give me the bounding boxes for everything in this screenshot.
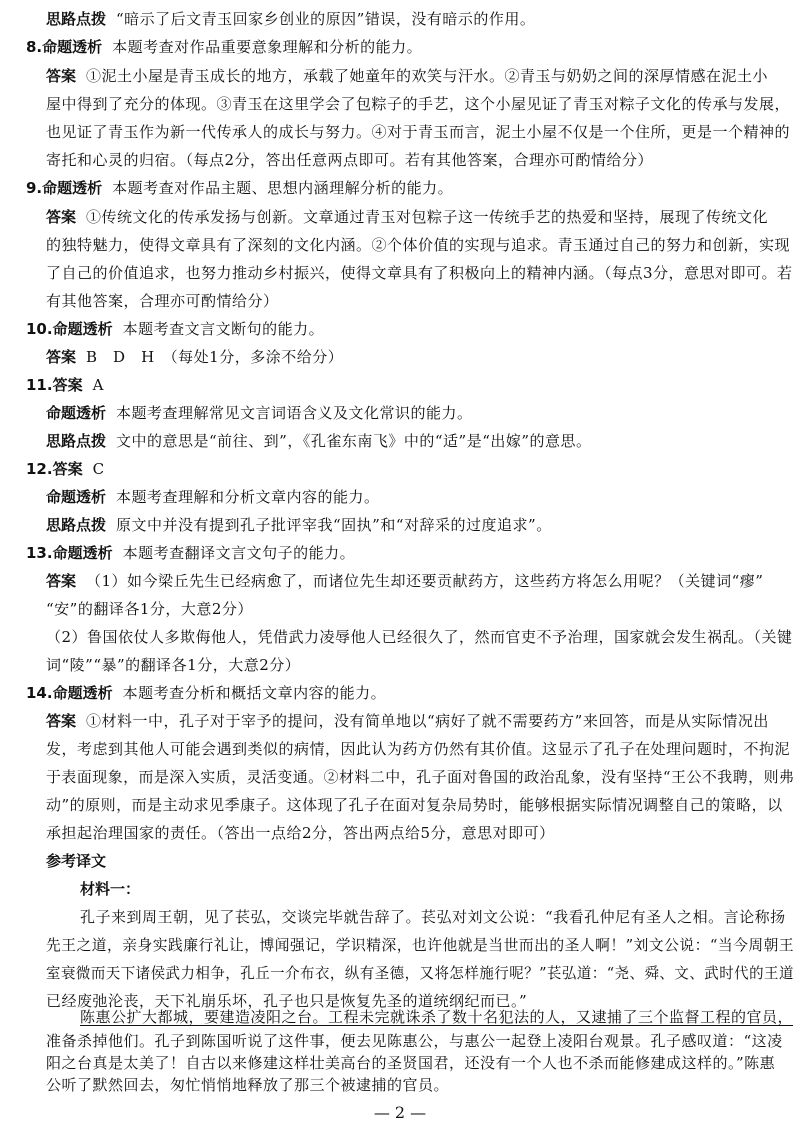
text: 室衰微而天下诸侯武力相争，孔丘一介布衣，纵有圣德，又将怎样施行呢？”苌弘道：“尧、舜、文、武时代的王道 [46,964,794,982]
text: C [92,460,105,478]
line-1 [46,6,535,32]
line-26 [46,708,769,734]
text: “暗示了后文青玉回家乡创业的原因”错误，没有暗示的作用。 [116,10,536,28]
line-15 [46,400,473,426]
line-7 [26,175,453,201]
line-19 [46,512,552,538]
question-number: 10. [26,320,53,338]
label: 答案 [46,572,77,590]
line-9 [46,232,790,258]
text: 寄托和心灵的归宿。（每点2分，答出任意两点即可。若有其他答案，合理亦可酌情给分） [46,151,654,169]
line-18 [46,484,380,510]
label: 命题透析 [46,488,107,506]
line-16 [46,428,592,454]
line-3 [46,63,768,89]
line-21 [46,568,763,594]
label: 命题透析 [52,684,113,702]
text: ①泥土小屋是青玉成长的地方，承载了她童年的欢笑与汗水。②青玉与奶奶之间的深厚情感在泥土小 [86,67,769,85]
text: 于表面现象，而是深入实质，灵活变通。②材料二中，孔子面对鲁国的政治乱象，没有坚持“王公不我聘，则弗 [46,768,795,786]
text: 公听了默然回去，匆忙悄悄地释放了那三个被逮捕的官员。 [46,1076,450,1094]
text: 阳之台真是太美了！自古以来修建这样壮美高台的圣贤国君，还没有一个人也不杀而能修建成这样的。”陈惠 [46,1054,776,1072]
label: 命题透析 [42,179,103,197]
line-28 [46,764,794,790]
text: 本题考查分析和概括文章内容的能力。 [122,684,387,702]
line-14 [26,372,104,398]
label: 思路点拨 [46,10,107,28]
question-number: 11. [26,376,53,394]
text: 本题考查理解和分析文章内容的能力。 [116,488,380,506]
text: A [92,376,104,394]
label: 答案 [52,460,83,478]
text: （2）鲁国依仗人多欺侮他人，凭借武力凌辱他人已经很久了，然而官吏不予治理，国家就会发生祸乱。（关键 [46,628,793,646]
text: 原文中并没有提到孔子批评宰我“固执”和“对辞采的过度追求”。 [116,516,552,534]
label: 答案 [52,376,83,394]
text: 孔子来到周王朝，见了苌弘，交谈完毕就告辞了。苌弘对刘文公说：“我看孔仲尼有圣人之相。言论称扬 [80,908,786,926]
line-31 [46,848,106,874]
line-2 [26,34,422,60]
line-27 [46,736,790,762]
line-24 [46,652,300,678]
line-35 [46,960,794,986]
text: B D H （每处1分，多涂不给分） [86,348,344,366]
text: 承担起治理国家的责任。（答出一点给2分，答出两点给5分，意思对即可） [46,824,555,842]
text: 词“陵”“暴”的翻译各1分，大意2分） [46,656,301,674]
line-33 [80,904,786,930]
text: 准备杀掉他们。孔子到陈国听说了这件事，便去见陈惠公，与惠公一起登上凌阳台观景。孔子感叹道：“这凌 [46,1032,783,1050]
page-number: — 2 — [373,1103,427,1122]
label: 命题透析 [52,544,113,562]
line-13 [46,344,343,370]
label: 命题透析 [46,404,107,422]
question-number: 14. [26,684,53,702]
question-number: 9. [26,179,43,197]
line-12 [26,316,324,342]
text: 本题考查对作品主题、思想内涵理解分析的能力。 [112,179,454,197]
text: 有其他答案，合理亦可酌情给分） [46,292,279,310]
line-10 [46,260,793,286]
question-number: 13. [26,544,53,562]
question-number: 12. [26,460,53,478]
line-40 [46,1072,449,1098]
line-17 [26,456,105,482]
line-25 [26,680,386,706]
line-34 [46,932,794,958]
line-22 [46,596,253,622]
section-heading: 参考译文 [46,852,107,870]
subsection-heading: 材料一： [80,880,141,898]
text: 了自己的价值追求，也努力推动乡村振兴，使得文章具有了积极向上的精神内涵。（每点3分，意思对即可。若 [46,264,793,282]
line-30 [46,820,555,846]
text: 先王之道，亲身实践廉行礼让，博闻强记，学识精深，也许他就是当世而出的圣人啊！”刘文公说：“当今周朝王 [46,936,795,954]
text: 动”的原则，而是主动求见季康子。这体现了孔子在面对复杂局势时，能够根据实际情况调整自己的策略，以 [46,796,783,814]
text: ①传统文化的传承发扬与创新。文章通过青玉对包粽子这一传统手艺的热爱和坚持，展现了传统文化 [86,208,769,226]
text: 本题考查对作品重要意象理解和分析的能力。 [112,38,423,56]
label: 命题透析 [52,320,113,338]
label: 答案 [46,67,77,85]
text: 文中的意思是“前往、到”，《孔雀东南飞》中的“适”是“出嫁”的意思。 [116,432,592,450]
line-6 [46,147,653,173]
label: 答案 [46,348,77,366]
text: 发，考虑到其他人可能会遇到类似的病情，因此认为药方仍然有其价值。这显示了孔子在处理问题时，不拘泥 [46,740,791,758]
label: 命题透析 [42,38,103,56]
line-11 [46,288,279,314]
text: 本题考查文言文断句的能力。 [122,320,325,338]
underlined-text: 陈惠公扩大都城，要建造凌阳之台。工程未完就诛杀了数十名犯法的人，又逮捕了三个监督工程的官员， [80,1008,794,1026]
label: 思路点拨 [46,432,107,450]
line-37 [80,1004,793,1030]
text: （1）如今梁丘先生已经病愈了，而诸位先生却还要贡献药方，这些药方将怎么用呢？（关键词“瘳” [86,572,764,590]
line-5 [46,119,790,145]
label: 思路点拨 [46,516,107,534]
line-8 [46,204,768,230]
label: 答案 [46,712,77,730]
line-20 [26,540,355,566]
line-4 [46,91,790,117]
question-number: 8. [26,38,43,56]
text: 屋中得到了充分的体现。③青玉在这里学会了包粽子的手艺，这个小屋见证了青玉对粽子文化的传承与发展， [46,95,791,113]
text: ①材料一中，孔子对于宰予的提问，没有简单地以“病好了就不需要药方”来回答，而是从实际情况出 [86,712,769,730]
text: 也见证了青玉作为新一代传承人的成长与努力。④对于青玉而言，泥土小屋不仅是一个住所，更是一个精神的 [46,123,791,141]
line-29 [46,792,783,818]
text: 本题考查翻译文言文句子的能力。 [122,544,356,562]
label: 答案 [46,208,77,226]
text: 已经废弛沦丧，天下礼崩乐坏，孔子也只是恢复先圣的道统纲纪而已。” [46,992,528,1010]
line-23 [46,624,793,650]
text: “安”的翻译各1分，大意2分） [46,600,253,618]
text: 的独特魅力，使得文章具有了深刻的文化内涵。②个体价值的实现与追求。青玉通过自己的努力和创新，实现 [46,236,791,254]
text: 本题考查理解常见文言词语含义及文化常识的能力。 [116,404,473,422]
line-32 [80,876,140,902]
